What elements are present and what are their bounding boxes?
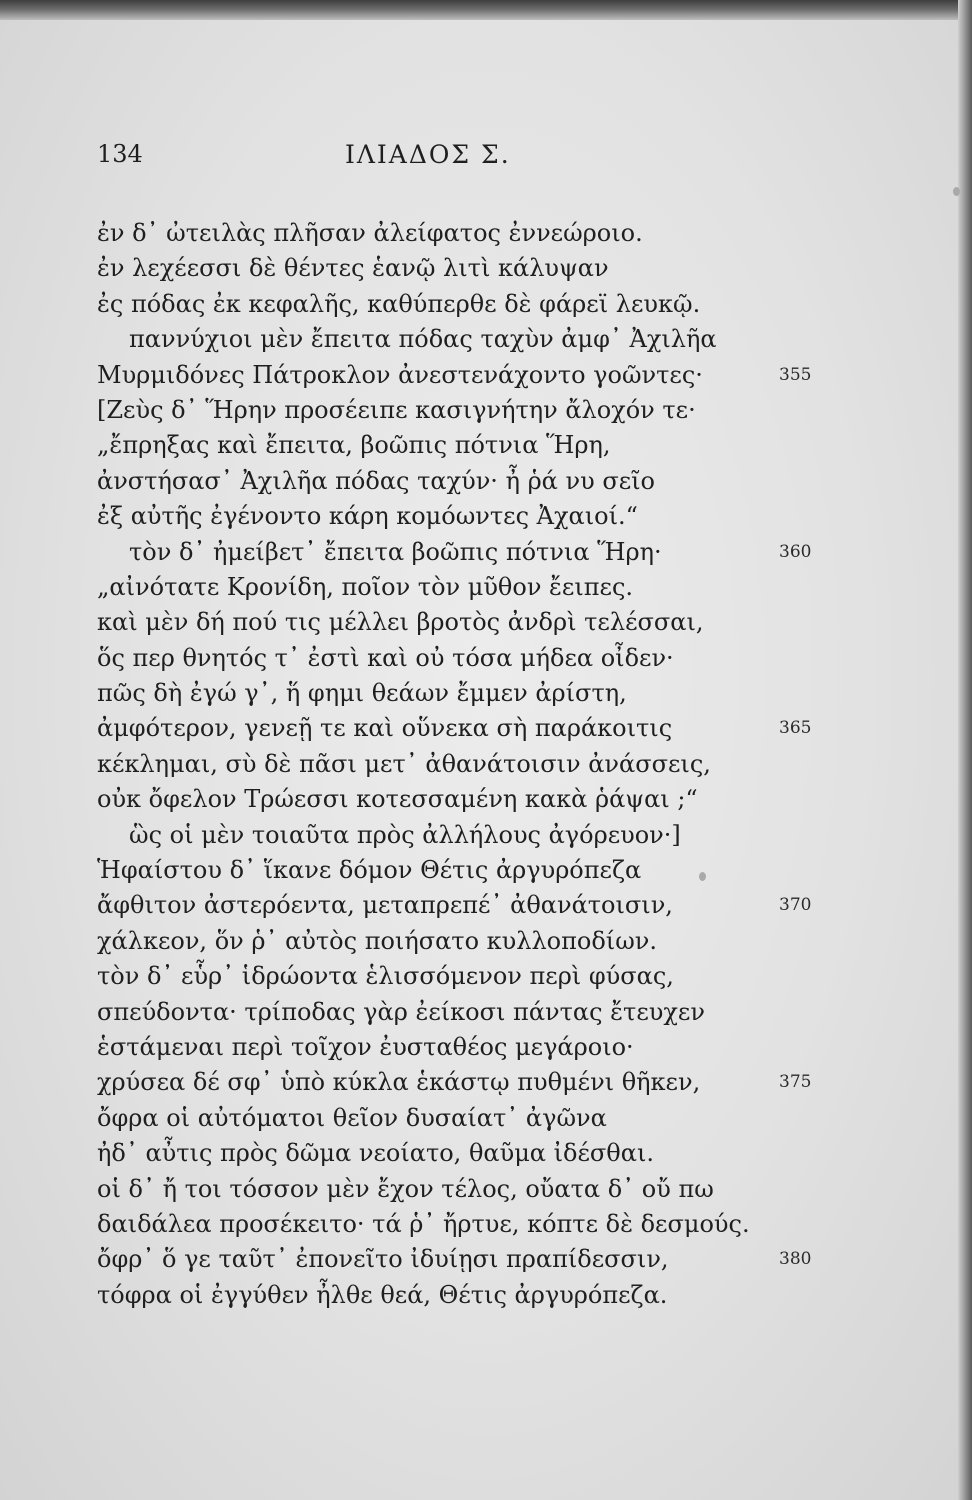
verse-line: [97, 535, 827, 570]
verse-line: [97, 393, 827, 428]
verse-line: [97, 747, 827, 782]
verse-line: [97, 1207, 827, 1242]
verse-line: [97, 641, 827, 676]
verse-line: [97, 1278, 827, 1313]
line-number: 375: [779, 1072, 812, 1093]
line-number: 370: [779, 895, 812, 916]
verse-line: [97, 711, 827, 746]
verse-line: [97, 251, 827, 286]
verse-text: οὐκ ὄφελον Τρώεσσι κοτεσσαμένη κακὰ ῥάψαι ;“: [97, 785, 698, 814]
verse-text: ἐς πόδας ἐκ κεφαλῆς, καθύπερθε δὲ φάρεϊ λευκῷ.: [97, 289, 701, 318]
verse-text: ἀμφότερον, γενεῇ τε καὶ οὕνεκα σὴ παράκοιτις: [97, 714, 673, 743]
verse-text: ὣς οἱ μὲν τοιαῦτα πρὸς ἀλλήλους ἀγόρευον·]: [129, 820, 681, 849]
verse-text: ἐξ αὐτῆς ἐγένοντο κάρη κομόωντες Ἀχαιοί.“: [97, 502, 638, 531]
verse-text: „ἔπρηξας καὶ ἔπειτα, βοῶπις πότνια Ἥρη,: [97, 431, 611, 460]
scan-right-edge: [958, 0, 972, 1500]
line-number: 355: [779, 364, 812, 385]
verse-text: τόφρα οἱ ἐγγύθεν ἦλθε θεά, Θέτις ἀργυρόπεζα.: [97, 1280, 668, 1309]
verse-line: [97, 1242, 827, 1277]
verse-text: „αἰνότατε Κρονίδη, ποῖον τὸν μῦθον ἔειπες.: [97, 572, 634, 601]
verse-text: τὸν δ᾽ ἠμείβετ᾽ ἔπειτα βοῶπις πότνια Ἥρη·: [129, 537, 662, 566]
verse-line: [97, 499, 827, 534]
verse-line: [97, 464, 827, 499]
verse-line: [97, 1172, 827, 1207]
page-number: 134: [97, 140, 143, 168]
verse-text: [Ζεὺς δ᾽ Ἥρην προσέειπε κασιγνήτην ἄλοχόν τε·: [97, 395, 696, 424]
verse-text: Ἡφαίστου δ᾽ ἵκανε δόμον Θέτις ἀργυρόπεζα: [97, 856, 642, 885]
verse-line: [97, 570, 827, 605]
line-number: 365: [779, 718, 812, 739]
line-number: 360: [779, 541, 812, 562]
verse-line: [97, 1101, 827, 1136]
verse-line: [97, 888, 827, 923]
verse-line: [97, 322, 827, 357]
verse-text: ἐν δ᾽ ὠτειλὰς πλῆσαν ἀλείφατος ἐννεώροιο.: [97, 219, 643, 247]
verse-text: ἠδ᾽ αὖτις πρὸς δῶμα νεοίατο, θαῦμα ἰδέσθαι.: [97, 1139, 654, 1168]
verse-text: ὄφρα οἱ αὐτόματοι θεῖον δυσαίατ᾽ ἀγῶνα: [97, 1103, 607, 1132]
verse-text: παννύχιοι μὲν ἔπειτα πόδας ταχὺν ἀμφ᾽ Ἀχιλῆα: [129, 325, 717, 354]
verse-block: [97, 216, 827, 1313]
verse-line: [97, 818, 827, 853]
verse-line: [97, 216, 827, 251]
paper-speck: [953, 187, 960, 196]
verse-line: [97, 676, 827, 711]
verse-text: καὶ μὲν δή πού τις μέλλει βροτὸς ἀνδρὶ τελέσσαι,: [97, 608, 704, 637]
verse-line: [97, 1136, 827, 1171]
verse-text: οἱ δ᾽ ἤ τοι τόσσον μὲν ἔχον τέλος, οὔατα δ᾽ οὔ πω: [97, 1174, 714, 1203]
verse-line: [97, 959, 827, 994]
verse-text: ἑστάμεναι περὶ τοῖχον ἐυσταθέος μεγάροιο·: [97, 1032, 634, 1061]
verse-line: [97, 782, 827, 817]
verse-text: χρύσεα δέ σφ᾽ ὑπὸ κύκλα ἑκάστῳ πυθμένι θῆκεν,: [97, 1068, 701, 1097]
verse-text: χάλκεον, ὅν ῥ᾽ αὐτὸς ποιήσατο κυλλοποδίων.: [97, 926, 657, 955]
verse-line: [97, 853, 827, 888]
verse-text: πῶς δὴ ἐγώ γ᾽, ἥ φημι θεάων ἔμμεν ἀρίστη,: [97, 679, 627, 708]
running-title: ΙΛΙΑΔΟΣ Σ.: [345, 140, 511, 169]
running-header: [97, 140, 737, 180]
verse-line: [97, 995, 827, 1030]
verse-text: ὅς περ θνητός τ᾽ ἐστὶ καὶ οὐ τόσα μήδεα οἶδεν·: [97, 643, 674, 672]
verse-line: [97, 1065, 827, 1100]
line-number: 380: [779, 1249, 812, 1270]
verse-text: ὄφρ᾽ ὅ γε ταῦτ᾽ ἐπονεῖτο ἰδυίῃσι πραπίδεσσιν,: [97, 1245, 669, 1274]
verse-text: κέκλημαι, σὺ δὲ πᾶσι μετ᾽ ἀθανάτοισιν ἀνάσσεις,: [97, 749, 711, 778]
verse-text: Μυρμιδόνες Πάτροκλον ἀνεστενάχοντο γοῶντες·: [97, 360, 703, 389]
verse-text: ἄφθιτον ἀστερόεντα, μεταπρεπέ᾽ ἀθανάτοισιν,: [97, 891, 673, 920]
verse-text: ἐν λεχέεσσι δὲ θέντες ἑανῷ λιτὶ κάλυψαν: [97, 254, 609, 283]
verse-text: ἀνστήσασ᾽ Ἀχιλῆα πόδας ταχύν· ἦ ῥά νυ σεῖο: [97, 466, 655, 495]
verse-text: δαιδάλεα προσέκειτο· τά ῥ᾽ ἤρτυε, κόπτε δὲ δεσμούς.: [97, 1209, 750, 1238]
verse-line: [97, 358, 827, 393]
scan-top-edge: [0, 0, 972, 20]
verse-line: [97, 924, 827, 959]
verse-line: [97, 287, 827, 322]
verse-line: [97, 428, 827, 463]
verse-text: τὸν δ᾽ εὗρ᾽ ἱδρώοντα ἑλισσόμενον περὶ φύσας,: [97, 962, 674, 991]
verse-line: [97, 1030, 827, 1065]
verse-line: [97, 605, 827, 640]
verse-text: σπεύδοντα· τρίποδας γὰρ ἐείκοσι πάντας ἔτευχεν: [97, 997, 705, 1026]
